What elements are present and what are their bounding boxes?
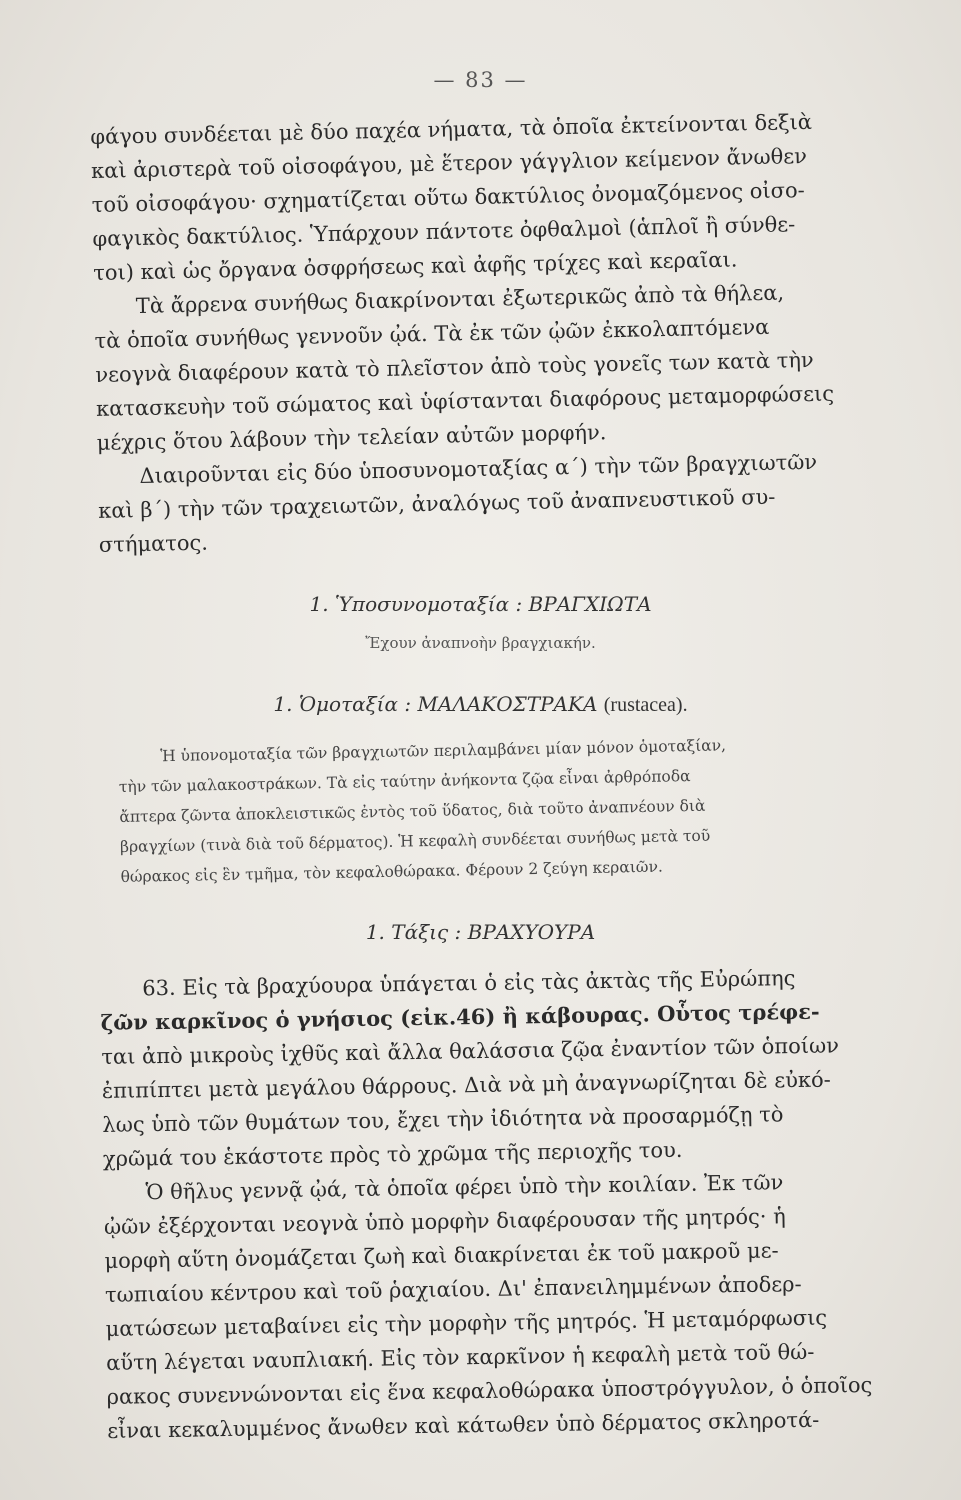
text-line: Διαιροῦνται εἰς δύο ὑποσυνομοταξίας α΄) τὴν τῶν βραγχιωτῶν bbox=[139, 449, 818, 489]
text-line: Ὁ θῆλυς γεννᾷ ᾠά, τὰ ὁποῖα φέρει ὑπὸ τὴν κοιλίαν. Ἐκ τῶν bbox=[145, 1170, 784, 1205]
text-line: 63. Εἰς τὰ βραχύουρα ὑπάγεται ὁ εἰς τὰς ἀκτὰς τῆς Εὐρώπης bbox=[142, 966, 796, 1001]
text-line: ται ἀπὸ μικροὺς ἰχθῦς καὶ ἄλλα θαλάσσια ζῷα ἐναντίον τῶν ὁποίων bbox=[101, 1033, 840, 1069]
text-line: Ἡ ὑπονομοταξία τῶν βραγχιωτῶν περιλαμβάνει μίαν μόνον ὁμοταξίαν, bbox=[160, 736, 727, 766]
text-line: νεογνὰ διαφέρουν κατὰ τὸ πλεῖστον ἀπὸ τοὺς γονεῖς των κατὰ τὴν bbox=[95, 347, 814, 387]
page-number: — 83 — bbox=[433, 68, 528, 92]
text-line: μορφὴ αὕτη ὀνομάζεται ζωὴ καὶ διακρίνεται ἐκ τοῦ μακροῦ με- bbox=[104, 1238, 779, 1273]
text-line: ᾠῶν ἐξέρχονται νεογνὰ ὑπὸ μορφὴν διαφέρουσαν τῆς μητρός· ἡ bbox=[103, 1204, 786, 1239]
main-paragraphs bbox=[100, 960, 887, 1448]
text-line: τοῦ οἰσοφάγου· σχηματίζεται οὕτω δακτύλιος ὀνομαζόμενος οἰσο- bbox=[91, 178, 805, 217]
text-line: κατασκευὴν τοῦ σώματος καὶ ὑφίστανται διαφόρους μεταμορφώσεις bbox=[95, 381, 835, 421]
text-line: εἶναι κεκαλυμμένος ἄνωθεν καὶ κάτωθεν ὑπὸ δέρματος σκληροτά- bbox=[107, 1407, 820, 1443]
text-line: τὴν τῶν μαλακοστράκων. Τὰ εἰς ταύτην ἀνήκοντα ζῷα εἶναι ἀρθρόποδα bbox=[118, 767, 691, 796]
text-line: ἐπιπίπτει μετὰ μεγάλου θάρρους. Διὰ νὰ μὴ ἀναγνωρίζηται δὲ εὐκό- bbox=[101, 1067, 831, 1103]
text-line: ζῶν καρκῖνος ὁ γνήσιος (εἰκ.46) ἢ κάβουρας. Οὗτος τρέφε- bbox=[100, 998, 820, 1035]
class-heading-latin: (rustacea). bbox=[603, 694, 688, 716]
text-line: ρακος συνεννώνονται εἰς ἕνα κεφαλοθώρακα ὑποστρόγγυλον, ὁ ὁποῖος bbox=[106, 1372, 873, 1409]
text-line: τωπιαίου κέντρου καὶ τοῦ ῥαχιαίου. Δι' ἐπανειλημμένων ἀποδερ- bbox=[104, 1272, 802, 1307]
subphylum-heading: 1. Ὑποσυνομοταξία : ΒΡΑΓΧΙΩΤΑ bbox=[309, 592, 652, 616]
text-line: ἄπτερα ζῶντα ἀποκλειστικῶς ἐντὸς τοῦ ὕδατος, διὰ τοῦτο ἀναπνέουν διὰ bbox=[119, 796, 706, 826]
class-heading-greek: 1. Ὁμοταξία : ΜΑΛΑΚΟΣΤΡΑΚΑ bbox=[273, 692, 598, 716]
text-line: λως ὑπὸ τῶν θυμάτων του, ἔχει τὴν ἰδιότητα νὰ προσαρμόζῃ τὸ bbox=[102, 1102, 784, 1137]
text-line: φάγου συνδέεται μὲ δύο παχέα νήματα, τὰ ὁποῖα ἐκτείνονται δεξιὰ bbox=[90, 109, 813, 149]
text-line: μέχρις ὅτου λάβουν τὴν τελείαν αὐτῶν μορφήν. bbox=[96, 420, 607, 455]
text-line: φαγικὸς δακτύλιος. Ὑπάρχουν πάντοτε ὀφθαλμοὶ (ἁπλοῖ ἢ σύνθε- bbox=[92, 212, 796, 251]
subphylum-caption: Ἔχουν ἀναπνοὴν βραγχιακήν. bbox=[365, 634, 596, 652]
text-line: καὶ β΄) τὴν τῶν τραχειωτῶν, ἀναλόγως τοῦ ἀναπνευστικοῦ συ- bbox=[97, 484, 776, 523]
text-line: χρῶμά του ἑκάστοτε πρὸς τὸ χρῶμα τῆς περιοχῆς του. bbox=[102, 1137, 683, 1171]
text-line: αὕτη λέγεται ναυπλιακή. Εἰς τὸν καρκῖνον ἡ κεφαλὴ μετὰ τοῦ θώ- bbox=[105, 1339, 815, 1375]
text-line: Τὰ ἄρρενα συνήθως διακρίνονται ἐξωτερικῶς ἀπὸ τὰ θήλεα, bbox=[135, 280, 785, 319]
order-heading: 1. Τάξις : ΒΡΑΧΥΟΥΡΑ bbox=[365, 920, 596, 944]
text-line: τοι) καὶ ὡς ὄργανα ὀσφρήσεως καὶ ἀφῆς τρίχες καὶ κεραῖαι. bbox=[92, 247, 738, 285]
text-line: ματώσεων μεταβαίνει εἰς τὴν μορφὴν τῆς μητρός. Ἡ μεταμόρφωσις bbox=[105, 1305, 828, 1341]
text-line: βραγχίων (τινὰ διὰ τοῦ δέρματος). Ἡ κεφαλὴ συνδέεται συνήθως μετὰ τοῦ bbox=[119, 826, 711, 856]
text-line: στήματος. bbox=[98, 530, 209, 557]
text-line: καὶ ἀριστερὰ τοῦ οἰσοφάγου, μὲ ἕτερον γάγγλιον κείμενον ἄνωθεν bbox=[90, 143, 808, 183]
intro-paragraphs bbox=[90, 103, 889, 561]
class-heading bbox=[0, 692, 961, 717]
text-line: τὰ ὁποῖα συνήθως γεννοῦν ᾠά. Τὰ ἐκ τῶν ᾠῶν ἐκκολαπτόμενα bbox=[94, 314, 770, 353]
text-line: θώρακος εἰς ἓν τμῆμα, τὸν κεφαλοθώρακα. Φέρουν 2 ζεύγη κεραιῶν. bbox=[120, 857, 664, 886]
class-description bbox=[118, 727, 883, 892]
